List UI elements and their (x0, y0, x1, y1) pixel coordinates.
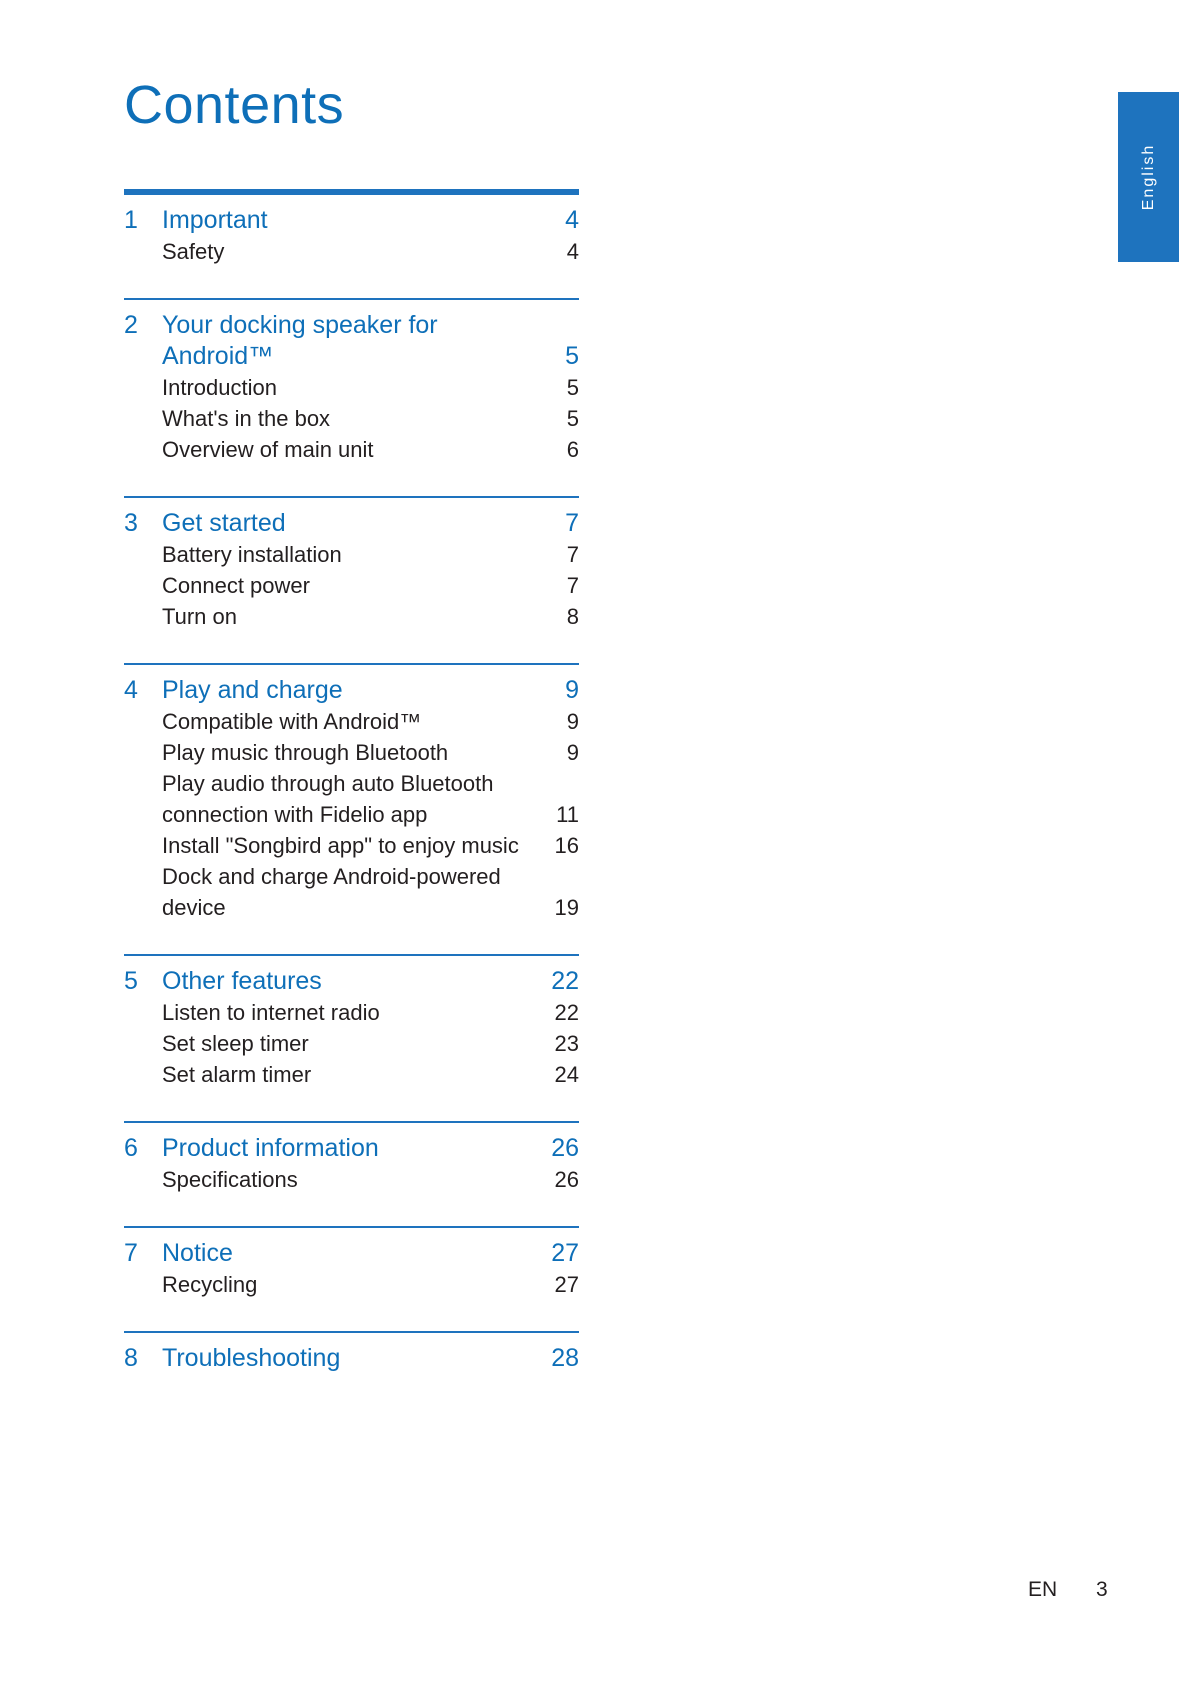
toc-section (124, 298, 579, 465)
toc-entry-label: Recycling (162, 1272, 258, 1297)
toc-heading[interactable] (124, 675, 579, 706)
toc-entry[interactable] (124, 1164, 579, 1195)
toc-heading-page: 9 (565, 676, 579, 704)
toc-heading[interactable] (124, 508, 579, 539)
toc-section (124, 663, 579, 923)
toc-heading[interactable] (124, 1133, 579, 1164)
toc-entry-page: 22 (554, 1000, 579, 1025)
toc-section (124, 1331, 579, 1374)
toc-section (124, 1121, 579, 1195)
toc-entry[interactable] (124, 997, 579, 1028)
toc-entry-label: Dock and charge Android-powered device (162, 864, 501, 920)
toc-heading-page: 26 (551, 1134, 579, 1162)
toc-entry-label: Set sleep timer (162, 1031, 309, 1056)
toc-entry-page: 9 (566, 709, 579, 734)
toc-entry-page: 6 (566, 437, 579, 462)
toc-heading-number: 2 (124, 311, 138, 339)
toc-entry[interactable] (124, 434, 579, 465)
toc-entry-label: Specifications (162, 1167, 298, 1192)
toc-heading-title: Notice (162, 1239, 233, 1267)
toc-entry-page: 9 (566, 740, 579, 765)
toc-heading-page: 7 (565, 509, 579, 537)
toc-entry[interactable] (124, 737, 579, 768)
toc-heading[interactable] (124, 310, 579, 372)
toc-entry-label: Install "Songbird app" to enjoy music (162, 833, 519, 858)
toc-heading-number: 6 (124, 1134, 138, 1162)
toc-section (124, 496, 579, 632)
toc-entry[interactable] (124, 768, 579, 830)
language-tab (1118, 92, 1179, 262)
footer-language: EN (1028, 1578, 1058, 1601)
toc-heading-title: Get started (162, 509, 286, 537)
language-tab-label: English (1139, 143, 1157, 211)
table-of-contents (124, 189, 579, 1374)
toc-heading-number: 7 (124, 1239, 138, 1267)
toc-entry-label: Compatible with Android™ (162, 709, 422, 734)
toc-heading-title: Your docking speaker for Android™ (162, 311, 438, 370)
toc-section (124, 954, 579, 1090)
toc-entry[interactable] (124, 1028, 579, 1059)
toc-heading-title: Product information (162, 1134, 379, 1162)
toc-entry[interactable] (124, 706, 579, 737)
toc-entry-label: Play audio through auto Bluetooth connection with Fidelio app (162, 771, 494, 827)
toc-entry-page: 5 (566, 406, 579, 431)
toc-entry[interactable] (124, 372, 579, 403)
toc-heading-page: 4 (565, 206, 579, 234)
toc-heading-number: 1 (124, 206, 138, 234)
toc-heading[interactable] (124, 1238, 579, 1269)
toc-entry[interactable] (124, 1269, 579, 1300)
toc-heading-title: Other features (162, 967, 322, 995)
toc-entry[interactable] (124, 601, 579, 632)
toc-heading[interactable] (124, 1343, 579, 1374)
page-title: Contents (124, 75, 345, 135)
toc-heading-title: Troubleshooting (162, 1344, 341, 1372)
toc-entry-page: 16 (554, 833, 579, 858)
toc-heading-title: Important (162, 206, 268, 234)
toc-entry-label: Introduction (162, 375, 277, 400)
toc-entry-label: Set alarm timer (162, 1062, 312, 1087)
toc-entry[interactable] (124, 861, 579, 923)
toc-entry-page: 24 (554, 1062, 579, 1087)
toc-heading[interactable] (124, 205, 579, 236)
toc-entry-page: 7 (566, 573, 579, 598)
toc-entry-page: 23 (554, 1031, 579, 1056)
toc-heading-page: 28 (551, 1344, 579, 1372)
toc-entry-label: Connect power (162, 573, 310, 598)
toc-entry-label: What's in the box (162, 406, 331, 431)
toc-entry-page: 5 (566, 375, 579, 400)
toc-heading-number: 3 (124, 509, 138, 537)
toc-entry-page: 11 (556, 802, 579, 827)
toc-entry-label: Play music through Bluetooth (162, 740, 449, 765)
toc-entry-page: 7 (566, 542, 579, 567)
toc-heading-page: 22 (551, 967, 579, 995)
toc-entry-label: Listen to internet radio (162, 1000, 380, 1025)
toc-heading[interactable] (124, 966, 579, 997)
toc-entry-label: Safety (162, 239, 225, 264)
toc-entry[interactable] (124, 570, 579, 601)
toc-heading-number: 8 (124, 1344, 138, 1372)
toc-entry[interactable] (124, 830, 579, 861)
toc-entry[interactable] (124, 236, 579, 267)
toc-entry-page: 26 (554, 1167, 579, 1192)
toc-entry-label: Overview of main unit (162, 437, 374, 462)
toc-entry-label: Battery installation (162, 542, 342, 567)
toc-entry[interactable] (124, 1059, 579, 1090)
toc-section (124, 1226, 579, 1300)
toc-entry-page: 8 (566, 604, 579, 629)
toc-heading-title: Play and charge (162, 676, 343, 704)
toc-entry-page: 4 (566, 239, 579, 264)
toc-heading-page: 27 (551, 1239, 579, 1267)
toc-heading-number: 5 (124, 967, 138, 995)
toc-entry[interactable] (124, 403, 579, 434)
toc-entry-page: 27 (554, 1272, 579, 1297)
toc-section (124, 189, 579, 267)
footer-page-number: 3 (1096, 1578, 1108, 1601)
toc-entry-page: 19 (554, 895, 579, 920)
toc-heading-number: 4 (124, 676, 138, 704)
toc-entry[interactable] (124, 539, 579, 570)
toc-entry-label: Turn on (162, 604, 238, 629)
toc-heading-page: 5 (565, 342, 579, 370)
